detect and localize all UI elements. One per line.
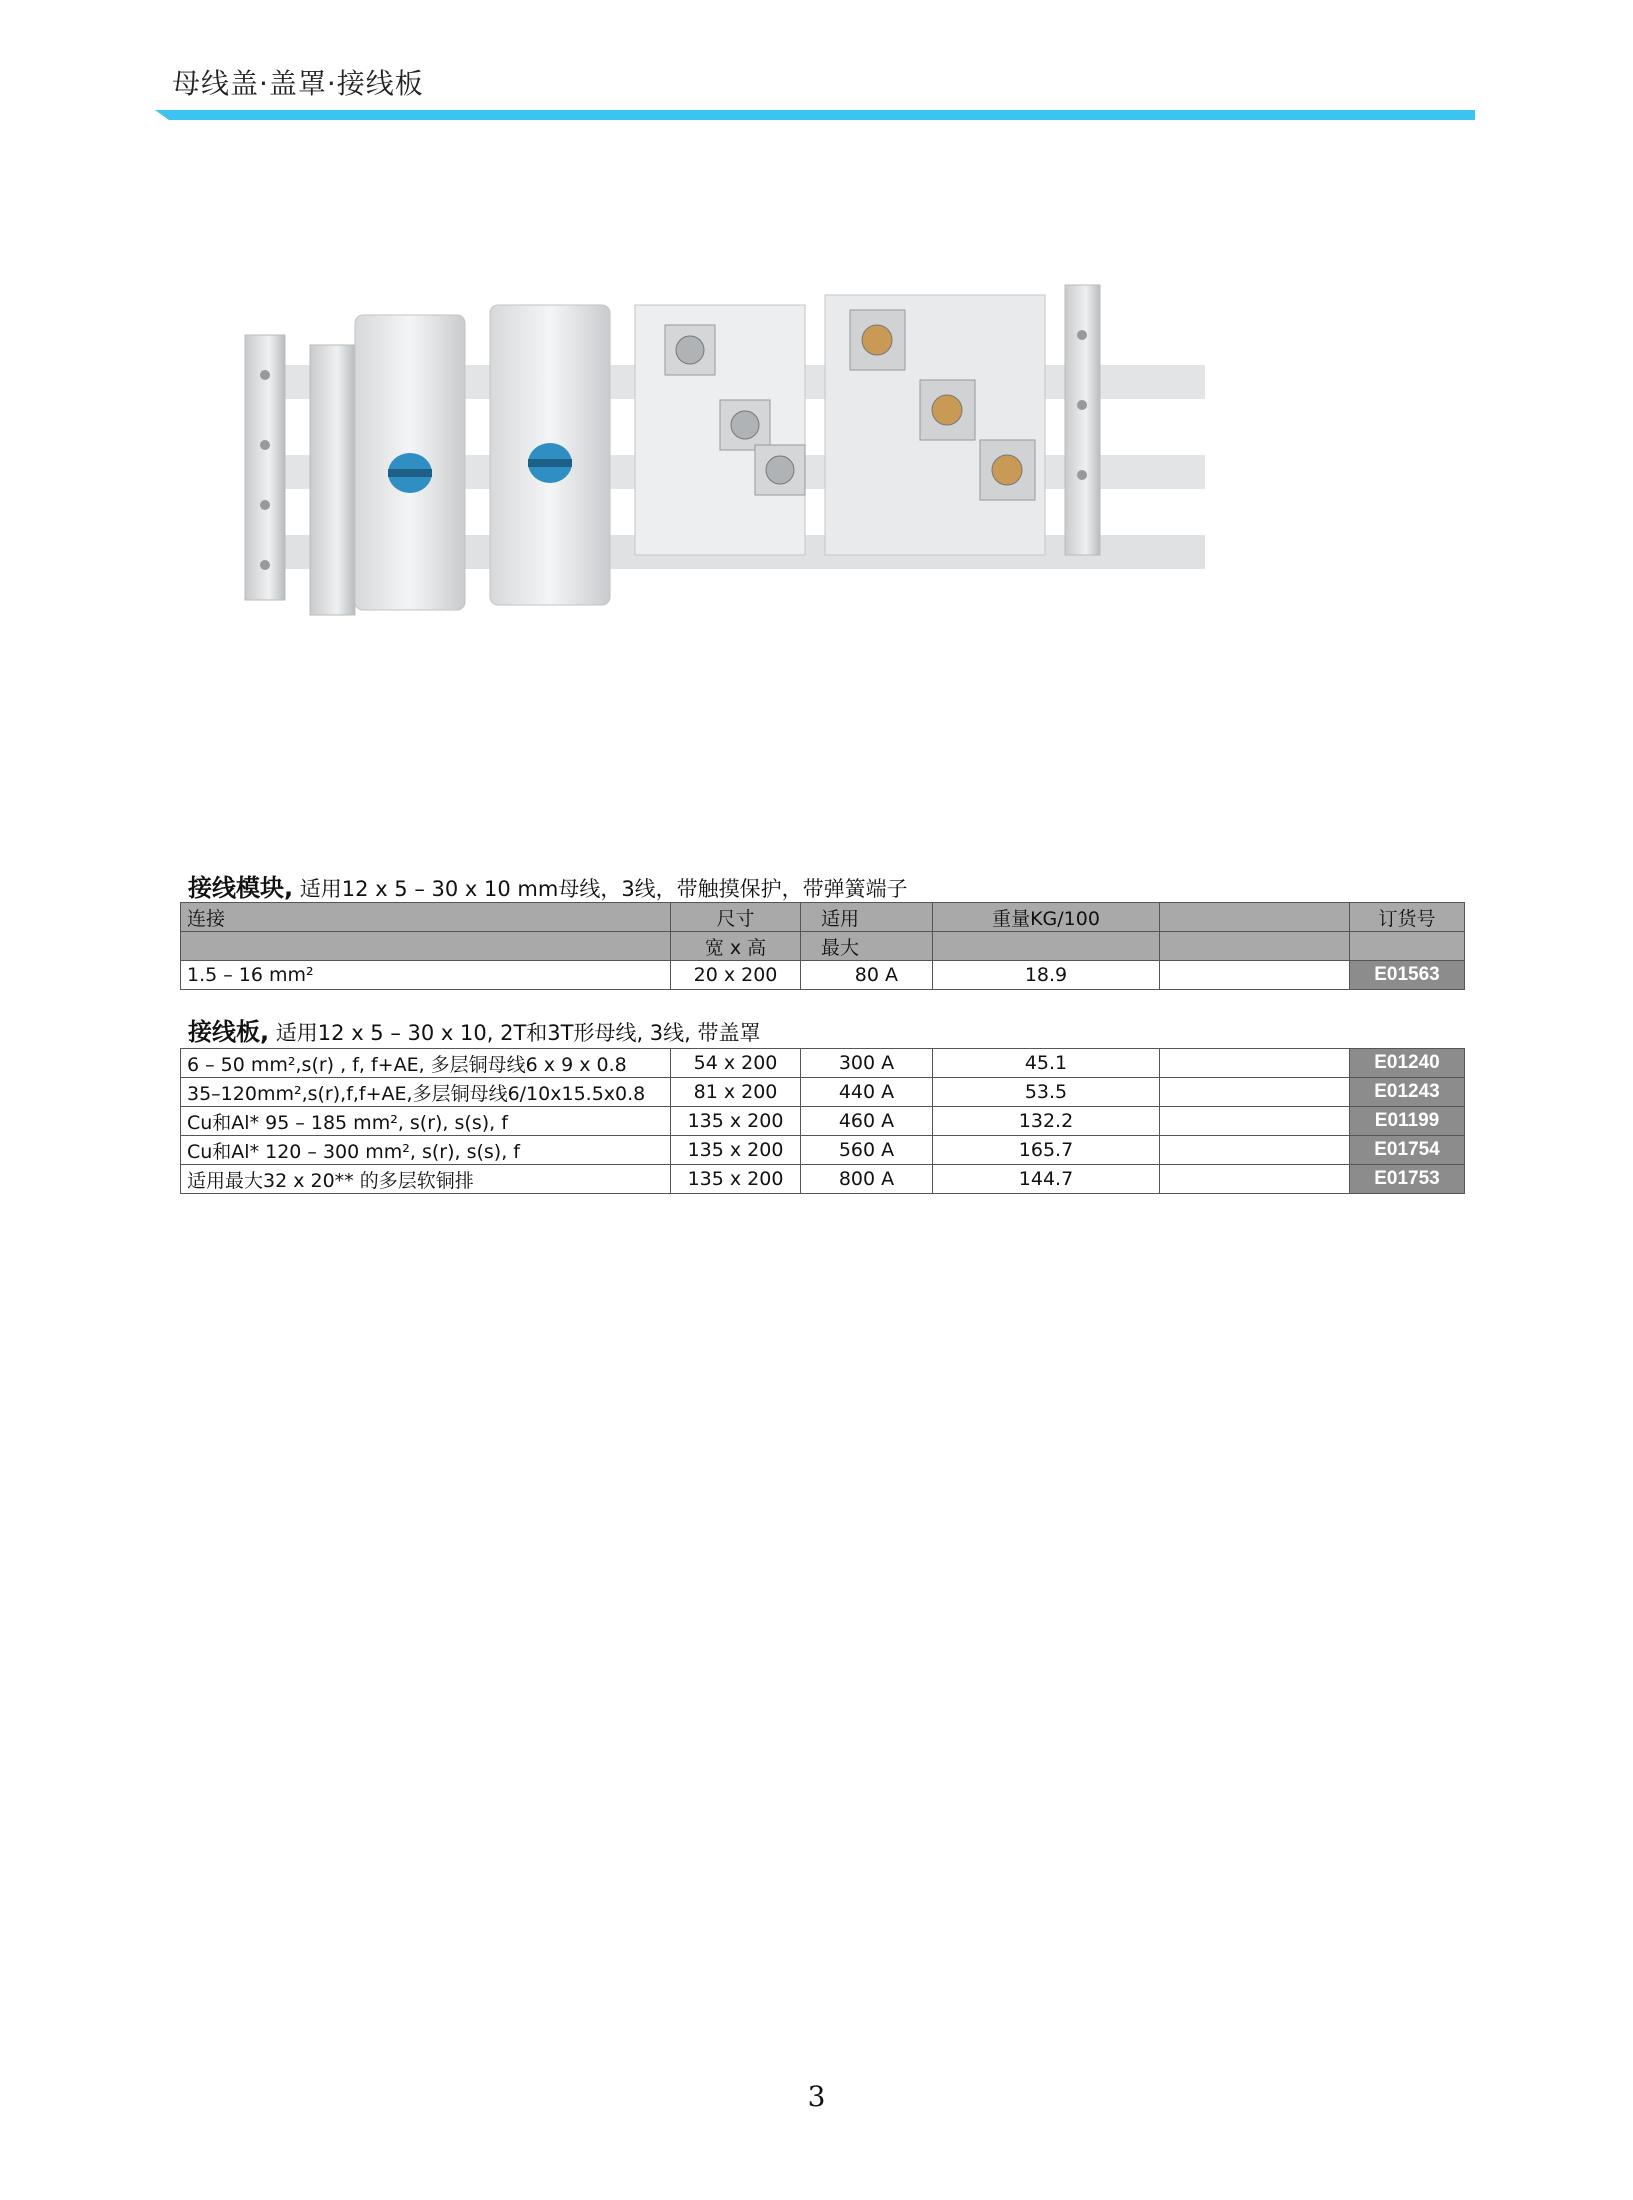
cell-size: 81 x 200 [671, 1078, 801, 1107]
table-row [181, 1078, 1465, 1107]
page-header-title: 母线盖·盖罩·接线板 [172, 67, 424, 100]
cell-blank [1160, 1165, 1350, 1194]
cell-connection: Cu和Al* 95 – 185 mm², s(r), s(s), f [181, 1107, 671, 1136]
cell-connection: 35–120mm²,s(r),f,f+AE,多层铜母线6/10x15.5x0.8 [181, 1078, 671, 1107]
table-row [181, 1107, 1465, 1136]
cell-weight: 18.9 [933, 961, 1160, 990]
section1-title [188, 868, 908, 903]
cell-weight: 45.1 [933, 1049, 1160, 1078]
cell-blank [1160, 1136, 1350, 1165]
cell-weight: 144.7 [933, 1165, 1160, 1194]
header-connection: 连接 [181, 903, 671, 932]
cell-connection: 适用最大32 x 20** 的多层软铜排 [181, 1165, 671, 1194]
cell-size: 20 x 200 [671, 961, 801, 990]
table-subheader-row [181, 932, 1465, 961]
cell-current: 300 A [801, 1049, 933, 1078]
cell-size: 54 x 200 [671, 1049, 801, 1078]
section1-table [180, 902, 1465, 990]
cell-weight: 132.2 [933, 1107, 1160, 1136]
cell-size: 135 x 200 [671, 1165, 801, 1194]
section2-title-rest: 适用12 x 5 – 30 x 10, 2T和3T形母线, 3线, 带盖罩 [269, 1021, 761, 1045]
cell-current: 80 A [801, 961, 933, 990]
cell-order-number: E01754 [1350, 1136, 1465, 1165]
header-current: 适用 [801, 903, 933, 932]
cell-current: 460 A [801, 1107, 933, 1136]
page-number: 3 [807, 2080, 826, 2113]
cell-order-number: E01753 [1350, 1165, 1465, 1194]
section2-title-bold: 接线板, [188, 1018, 270, 1046]
table-row [181, 961, 1465, 990]
cell-size: 135 x 200 [671, 1107, 801, 1136]
header-size: 尺寸 [671, 903, 801, 932]
cell-blank [1160, 1049, 1350, 1078]
subheader-empty [181, 932, 671, 961]
section2-title [188, 1012, 761, 1047]
cell-order-number: E01240 [1350, 1049, 1465, 1078]
subheader-empty [933, 932, 1160, 961]
cell-current: 440 A [801, 1078, 933, 1107]
cell-blank [1160, 961, 1350, 990]
cell-weight: 53.5 [933, 1078, 1160, 1107]
cell-weight: 165.7 [933, 1136, 1160, 1165]
cell-order-number: E01199 [1350, 1107, 1465, 1136]
subheader-current: 最大 [801, 932, 933, 961]
cell-connection: 1.5 – 16 mm² [181, 961, 671, 990]
section2-table [180, 1048, 1465, 1194]
cell-current: 800 A [801, 1165, 933, 1194]
cell-order-number: E01243 [1350, 1078, 1465, 1107]
subheader-empty [1350, 932, 1465, 961]
header-accent-bar [155, 110, 1475, 120]
subheader-size: 宽 x 高 [671, 932, 801, 961]
table-header-row [181, 903, 1465, 932]
cell-connection: 6 – 50 mm²,s(r) , f, f+AE, 多层铜母线6 x 9 x 0.8 [181, 1049, 671, 1078]
table-row [181, 1165, 1465, 1194]
table-row [181, 1049, 1465, 1078]
header-blank [1160, 903, 1350, 932]
cell-blank [1160, 1078, 1350, 1107]
cell-connection: Cu和Al* 120 – 300 mm², s(r), s(s), f [181, 1136, 671, 1165]
cell-order-number: E01563 [1350, 961, 1465, 990]
busbar-terminal-modules-photo [225, 205, 1265, 625]
cell-size: 135 x 200 [671, 1136, 801, 1165]
header-order: 订货号 [1350, 903, 1465, 932]
table-row [181, 1136, 1465, 1165]
section1-title-bold: 接线模块, [188, 874, 294, 902]
header-weight: 重量KG/100 [933, 903, 1160, 932]
section1-title-rest: 适用12 x 5 – 30 x 10 mm母线，3线，带触摸保护，带弹簧端子 [293, 877, 908, 901]
cell-current: 560 A [801, 1136, 933, 1165]
cell-blank [1160, 1107, 1350, 1136]
subheader-empty [1160, 932, 1350, 961]
